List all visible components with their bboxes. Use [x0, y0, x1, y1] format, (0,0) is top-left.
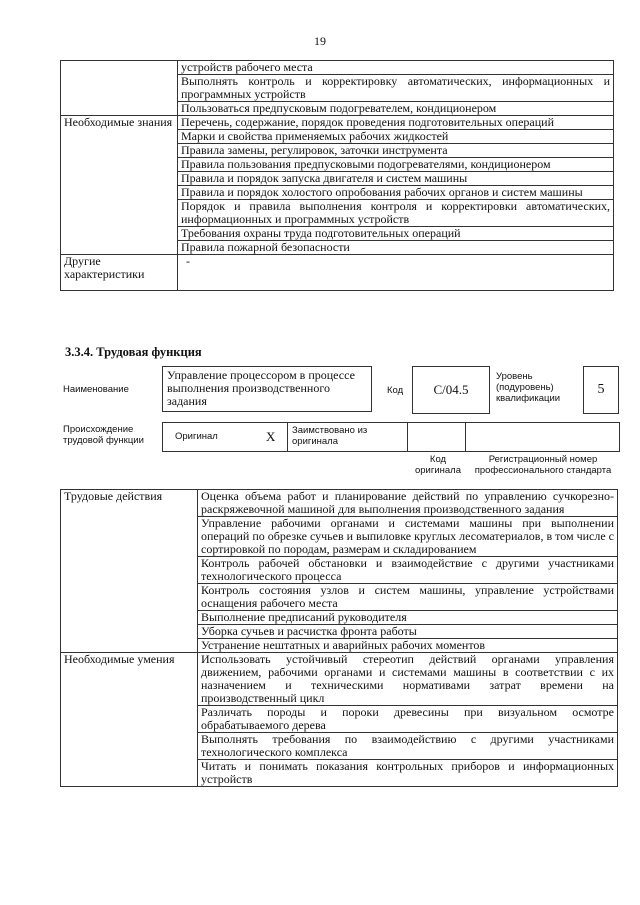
divider — [465, 422, 466, 451]
requirements-table — [60, 60, 614, 291]
divider — [407, 422, 408, 451]
table-cell: Уборка сучьев и расчистка фронта работы — [198, 625, 618, 639]
borrowed-label: Заимствовано из оригинала — [292, 425, 368, 447]
table-cell: Контроль состояния узлов и систем машины, управление устройствами оснащения рабочего места — [198, 584, 618, 611]
function-code: С/04.5 — [412, 366, 490, 414]
row-label-other: Другие характеристики — [61, 255, 178, 291]
original-mark: X — [266, 429, 276, 444]
table-cell: устройств рабочего места — [178, 61, 614, 75]
table-cell: - — [178, 255, 614, 291]
divider — [287, 422, 288, 451]
page-number: 19 — [314, 34, 326, 48]
table-cell: Правила пожарной безопасности — [178, 241, 614, 255]
name-label: Наименование — [63, 384, 129, 395]
table-cell: Требования охраны труда подготовительных операций — [178, 227, 614, 241]
table-cell: Пользоваться предпусковым подогревателем, кондиционером — [178, 102, 614, 116]
table-row — [61, 653, 618, 706]
table-cell: Правила замены, регулировок, заточки инструмента — [178, 144, 614, 158]
actions-table — [60, 489, 618, 787]
table-cell: Выполнять контроль и корректировку автоматических, информационных и программных устройств — [178, 75, 614, 102]
table-cell: Перечень, содержание, порядок проведения подготовительных операций — [178, 116, 614, 130]
table-cell: Контроль рабочей обстановки и взаимодействие с другими участниками технологического процесса — [198, 557, 618, 584]
table-cell: Управление рабочими органами и системами машины при выполнении операций по обрезке сучьев и выпиловке круглых лесоматериалов, в том числе с сортировкой по породам, размерам и складированием — [198, 517, 618, 557]
function-name: Управление процессором в процессе выполнения производственного задания — [162, 366, 372, 412]
table-cell: Выполнение предписаний руководителя — [198, 611, 618, 625]
level-label: Уровень (подуровень) квалификации — [496, 371, 561, 404]
row-label-skills: Необходимые умения — [61, 653, 198, 787]
table-row — [61, 255, 614, 291]
table-cell: Правила и порядок холостого опробования рабочих органов и систем машины — [178, 186, 614, 200]
origin-label: Происхождение трудовой функции — [63, 424, 144, 446]
table-row — [61, 490, 618, 517]
qualification-level: 5 — [583, 366, 619, 414]
table-row — [61, 61, 614, 75]
table-cell: Оценка объема работ и планирование действий по управлению сучкорезно-раскряжевочной машиной для выполнения производственного задания — [198, 490, 618, 517]
table-cell: Правила пользования предпусковыми подогревателями, кондиционером — [178, 158, 614, 172]
reg-number-caption: Регистрационный номер профессионального стандарта — [474, 454, 612, 476]
original-label: Оригинал — [175, 431, 218, 442]
code-original-caption: Код оригинала — [414, 454, 461, 476]
table-cell: Марки и свойства применяемых рабочих жидкостей — [178, 130, 614, 144]
table-row — [61, 116, 614, 130]
row-label-knowledge: Необходимые знания — [61, 116, 178, 255]
table-cell: Порядок и правила выполнения контроля и корректировки автоматических, информационных и программных устройств — [178, 200, 614, 227]
table-cell: Выполнять требования по взаимодействию с другими участниками технологического комплекса — [198, 733, 618, 760]
row-label — [61, 61, 178, 116]
table-cell: Устранение нештатных и аварийных рабочих моментов — [198, 639, 618, 653]
table-cell: Различать породы и пороки древесины при визуальном осмотре обрабатываемого дерева — [198, 706, 618, 733]
table-cell: Читать и понимать показания контрольных приборов и информационных устройств — [198, 760, 618, 787]
section-title: 3.3.4. Трудовая функция — [65, 345, 202, 359]
row-label-actions: Трудовые действия — [61, 490, 198, 653]
table-cell: Использовать устойчивый стереотип действий органами управления движением, рабочими органами и системами машины в соответствии с их назначением и техническими нормативами затрат времени на производственный цикл — [198, 653, 618, 706]
table-cell: Правила и порядок запуска двигателя и систем машины — [178, 172, 614, 186]
code-label: Код — [387, 385, 404, 396]
